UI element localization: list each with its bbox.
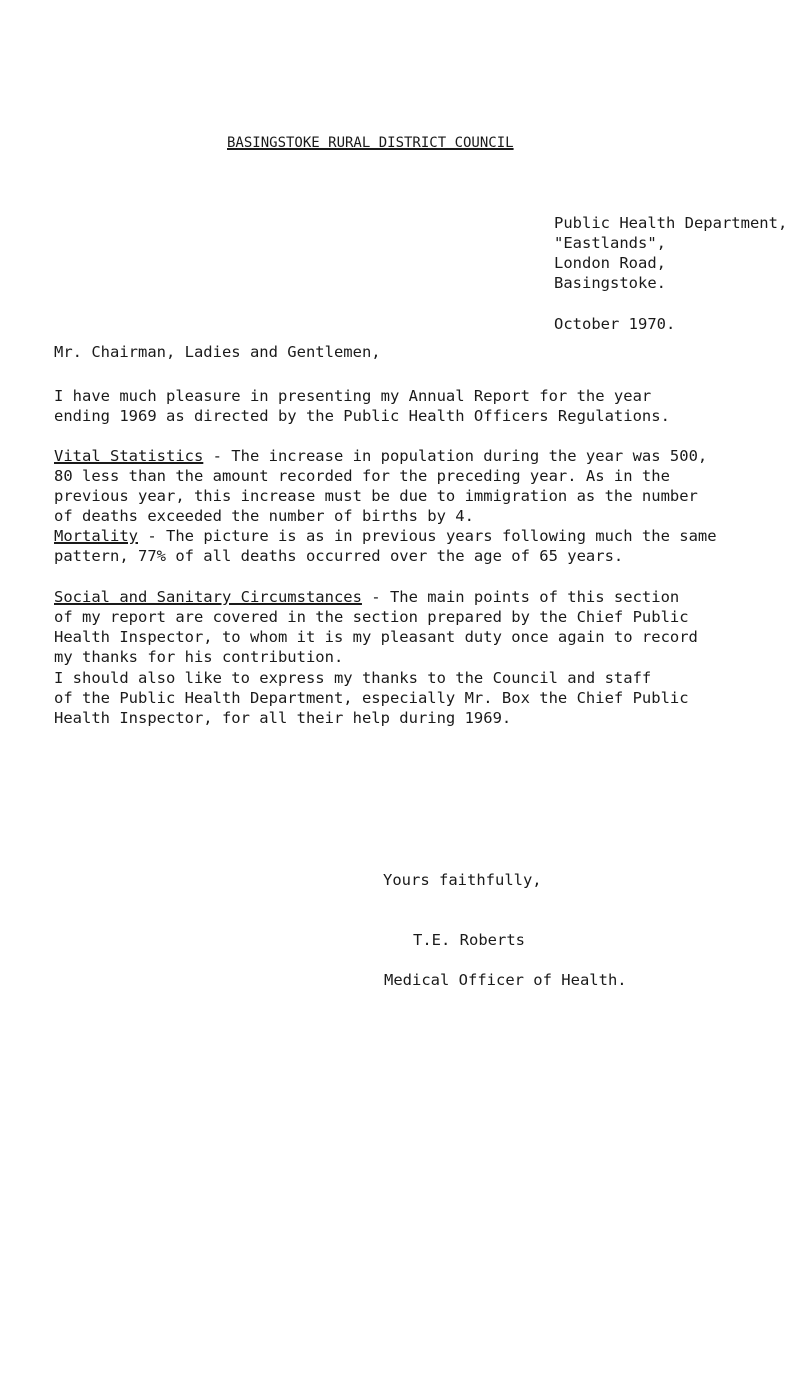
address-line: "Eastlands", (554, 234, 666, 252)
mortality-text: - The picture is as in previous years following much the same pattern, 77% of all deaths occurred over the age of 65 years. (54, 527, 717, 565)
address-line: Basingstoke. (554, 274, 666, 292)
vital-statistics-paragraph (54, 446, 774, 526)
letter-date: October 1970. (554, 315, 676, 333)
social-circumstances-paragraph (54, 587, 774, 667)
vital-statistics-heading: Vital Statistics (54, 447, 204, 465)
thanks-paragraph (54, 668, 774, 728)
intro-paragraph (54, 386, 774, 426)
closing: Yours faithfully, (383, 871, 542, 889)
salutation: Mr. Chairman, Ladies and Gentlemen, (54, 343, 381, 361)
address-line: Public Health Department, (554, 214, 788, 232)
vital-statistics-text: - The increase in population during the year was 500, 80 less than the amount recorded for the preceding year. As in the previous year, this increase must be due to immigration as the number of deaths exceeded the number of births by 4. (54, 447, 708, 525)
mortality-heading: Mortality (54, 527, 138, 545)
social-circumstances-heading: Social and Sanitary Circumstances (54, 588, 362, 606)
social-circumstances-text: - The main points of this section of my report are covered in the section prepared by the Chief Public Health Inspector, to whom it is my pleasant duty once again to record my thanks for his contribution. (54, 588, 698, 666)
mortality-paragraph (54, 526, 774, 566)
signer-name: T.E. Roberts (413, 931, 525, 949)
address-line: London Road, (554, 254, 666, 272)
council-title: BASINGSTOKE RURAL DISTRICT COUNCIL (227, 135, 514, 151)
thanks-text: I should also like to express my thanks to the Council and staff of the Public Health Department, especially Mr. Box the Chief Public Health Inspector, for all their help during 1969. (54, 669, 689, 727)
sender-address (554, 213, 787, 293)
intro-text: I have much pleasure in presenting my Annual Report for the year ending 1969 as directed by the Public Health Officers Regulations. (54, 387, 670, 425)
signer-title: Medical Officer of Health. (384, 971, 627, 989)
